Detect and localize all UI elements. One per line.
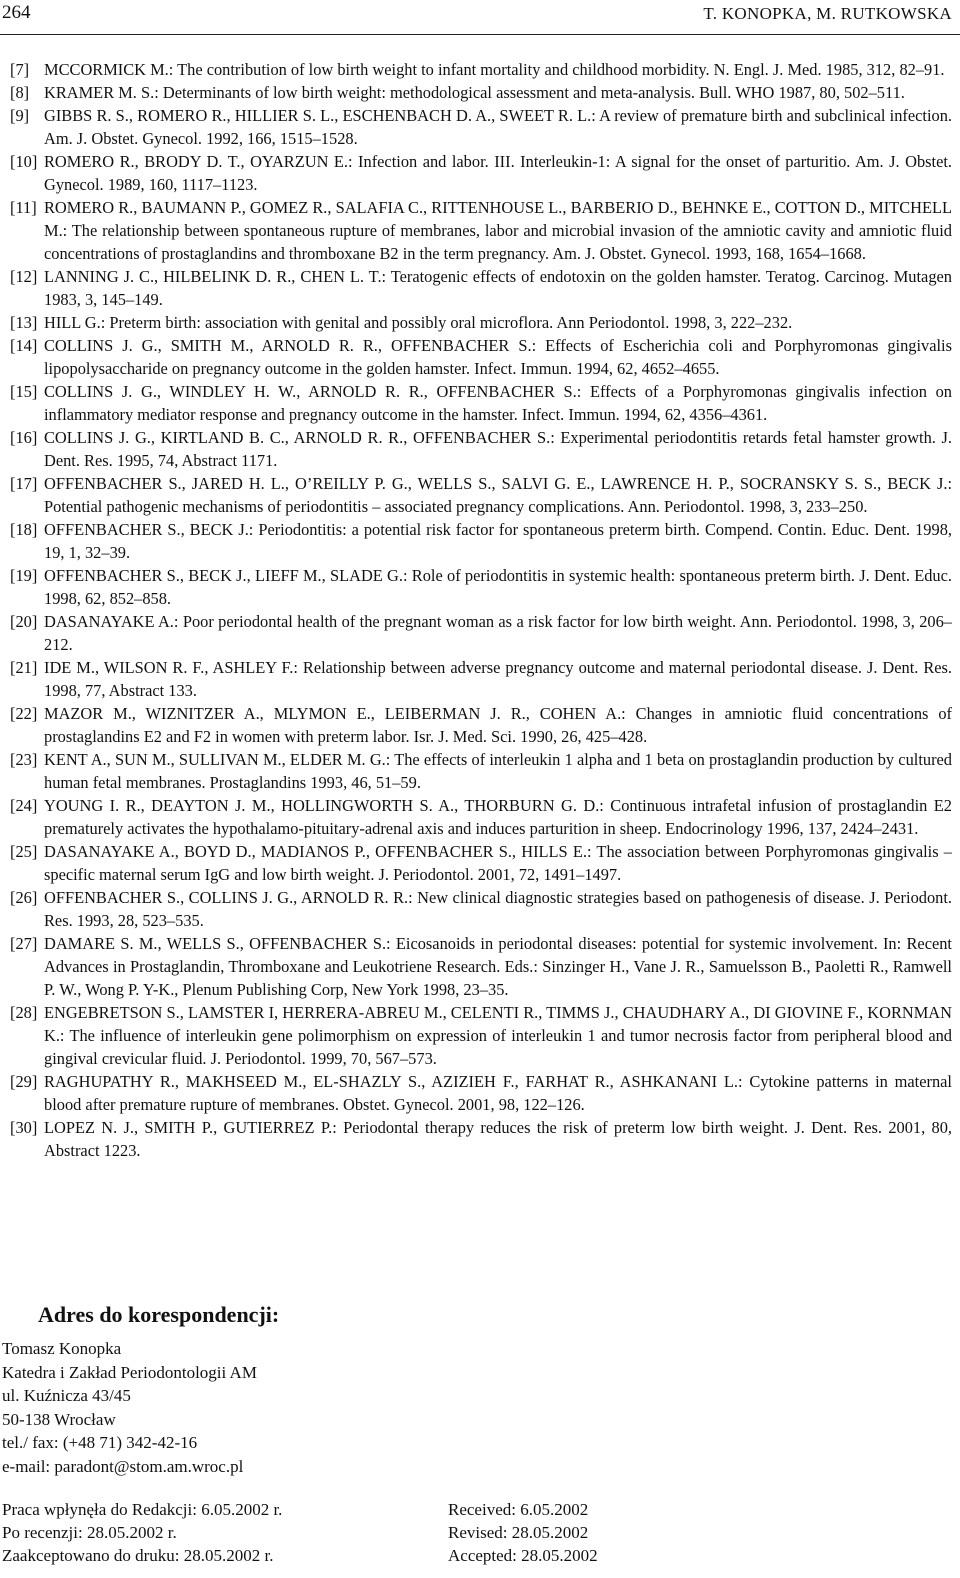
address-line: Tomasz Konopka <box>2 1339 122 1358</box>
reference-text: YOUNG I. R., DEAYTON J. M., HOLLINGWORTH S. A., THORBURN G. D.: Continuous intrafetal infusion of prostaglandin E2 prematurely activates the hypothalamo-pituitary-adrenal axis and induces parturition in sheep. Endocrinology 1996, 137, 2424–2431. <box>44 796 952 838</box>
reference-number: [27] <box>10 934 38 953</box>
date-english: Accepted: 28.05.2002 <box>448 1546 598 1565</box>
reference-text: GIBBS R. S., ROMERO R., HILLIER S. L., ESCHENBACH D. A., SWEET R. L.: A review of premature birth and subclinical infection. Am. J. Obstet. Gynecol. 1992, 166, 1515–1528. <box>44 106 952 148</box>
reference-entry <box>10 564 952 610</box>
reference-number: [21] <box>10 658 38 677</box>
address-line: ul. Kuźnicza 43/45 <box>2 1386 131 1405</box>
reference-entry <box>10 265 952 311</box>
reference-text: KRAMER M. S.: Determinants of low birth weight: methodological assessment and meta-analysis. Bull. WHO 1987, 80, 502–511. <box>44 83 905 102</box>
reference-number: [26] <box>10 888 38 907</box>
running-head-authors: T. KONOPKA, M. RUTKOWSKA <box>703 4 952 23</box>
reference-number: [22] <box>10 704 38 723</box>
reference-text: COLLINS J. G., KIRTLAND B. C., ARNOLD R. R., OFFENBACHER S.: Experimental periodontitis retards fetal hamster growth. J. Dent. Res. 1995, 74, Abstract 1171. <box>44 428 952 470</box>
reference-text: COLLINS J. G., SMITH M., ARNOLD R. R., OFFENBACHER S.: Effects of Escherichia coli and Porphyromonas gingivalis lipopolysaccharide on pregnancy outcome in the golden hamster. Infect. Immun. 1994, 62, 4652–4655. <box>44 336 952 378</box>
reference-text: RAGHUPATHY R., MAKHSEED M., EL-SHAZLY S., AZIZIEH F., FARHAT R., ASHKANANI L.: Cytokine patterns in maternal blood after premature rupture of membranes. Obstet. Gynecol. 2001, 98, 122–126. <box>44 1072 952 1114</box>
reference-entry <box>10 610 952 656</box>
reference-text: MAZOR M., WIZNITZER A., MLYMON E., LEIBERMAN J. R., COHEN A.: Changes in amniotic fluid concentrations of prostaglandins E2 and F2 in women with preterm labor. Isr. J. Med. Sci. 1990, 26, 425–428. <box>44 704 952 746</box>
reference-text: OFFENBACHER S., BECK J.: Periodontitis: a potential risk factor for spontaneous preterm birth. Compend. Contin. Educ. Dent. 1998, 19, 1, 32–39. <box>44 520 952 562</box>
reference-entry <box>10 334 952 380</box>
reference-number: [17] <box>10 474 38 493</box>
reference-number: [9] <box>10 106 30 125</box>
correspondence-address <box>2 1337 257 1478</box>
reference-number: [30] <box>10 1118 38 1137</box>
reference-entry <box>10 518 952 564</box>
reference-entry <box>10 886 952 932</box>
date-row <box>2 1498 942 1521</box>
reference-entry <box>10 311 952 334</box>
reference-text: OFFENBACHER S., BECK J., LIEFF M., SLADE G.: Role of periodontitis in systemic health: spontaneous preterm birth. J. Dent. Educ. 1998, 62, 852–858. <box>44 566 952 608</box>
date-polish: Po recenzji: 28.05.2002 r. <box>2 1523 177 1542</box>
date-english: Revised: 28.05.2002 <box>448 1523 589 1542</box>
reference-entry <box>10 426 952 472</box>
reference-text: IDE M., WILSON R. F., ASHLEY F.: Relationship between adverse pregnancy outcome and maternal periodontal disease. J. Dent. Res. 1998, 77, Abstract 133. <box>44 658 952 700</box>
reference-entry <box>10 748 952 794</box>
reference-number: [14] <box>10 336 38 355</box>
running-header <box>0 0 960 35</box>
reference-entry <box>10 656 952 702</box>
reference-number: [29] <box>10 1072 38 1091</box>
reference-text: HILL G.: Preterm birth: association with genital and possibly oral microflora. Ann Periodontol. 1998, 3, 222–232. <box>44 313 793 332</box>
reference-text: MCCORMICK M.: The contribution of low birth weight to infant mortality and childhood morbidity. N. Engl. J. Med. 1985, 312, 82–91. <box>44 60 945 79</box>
address-line[interactable]: e-mail: paradont@stom.am.wroc.pl <box>2 1456 244 1476</box>
reference-number: [24] <box>10 796 38 815</box>
reference-entry <box>10 58 952 81</box>
address-line: tel./ fax: (+48 71) 342-42-16 <box>2 1433 198 1452</box>
reference-text: ENGEBRETSON S., LAMSTER I, HERRERA-ABREU M., CELENTI R., TIMMS J., CHAUDHARY A., DI GIOVINE F., KORNMAN K.: The influence of interleukin gene polimorphism on expression of interleukin 1 and tumor necrosis factor from peripheral blood and gingival crevicular fluid. J. Periodontol. 1999, 70, 567–573. <box>44 1003 952 1068</box>
reference-number: [25] <box>10 842 38 861</box>
reference-entry <box>10 380 952 426</box>
address-line: Katedra i Zakład Periodontologii AM <box>2 1362 257 1382</box>
reference-entry <box>10 104 952 150</box>
date-english: Received: 6.05.2002 <box>448 1500 589 1519</box>
reference-number: [13] <box>10 313 38 332</box>
reference-text: DAMARE S. M., WELLS S., OFFENBACHER S.: Eicosanoids in periodontal diseases: potential for systemic involvement. In: Recent Advances in Prostaglandin, Thromboxane and Leukotriene Research. Eds.: Sinzinger H., Vane J. R., Samuelsson B., Paoletti R., Ramwell P. W., Wong P. Y-K., Plenum Publishing Corp, New York 1998, 23–35. <box>44 934 952 999</box>
reference-number: [11] <box>10 198 37 217</box>
correspondence-title: Adres do korespondencji: <box>38 1302 280 1327</box>
reference-number: [20] <box>10 612 38 631</box>
address-line: 50-138 Wrocław <box>2 1409 116 1429</box>
submission-dates <box>2 1498 942 1567</box>
reference-entry <box>10 932 952 1001</box>
reference-entry <box>10 702 952 748</box>
date-polish: Praca wpłynęła do Redakcji: 6.05.2002 r. <box>2 1500 283 1519</box>
reference-number: [18] <box>10 520 38 539</box>
reference-text: KENT A., SUN M., SULLIVAN M., ELDER M. G.: The effects of interleukin 1 alpha and 1 beta on prostaglandin production by cultured human fetal membranes. Prostaglandins 1993, 46, 51–59. <box>44 750 952 792</box>
reference-entry <box>10 794 952 840</box>
reference-text: COLLINS J. G., WINDLEY H. W., ARNOLD R. R., OFFENBACHER S.: Effects of a Porphyromonas gingivalis infection on inflammatory mediator response and pregnancy outcome in the hamster. Infect. Immun. 1994, 62, 4356–4361. <box>44 382 952 424</box>
reference-entry <box>10 1070 952 1116</box>
reference-number: [7] <box>10 60 30 79</box>
date-row <box>2 1521 942 1544</box>
date-polish: Zaakceptowano do druku: 28.05.2002 r. <box>2 1546 274 1565</box>
reference-number: [8] <box>10 83 30 102</box>
reference-number: [15] <box>10 382 38 401</box>
reference-text: ROMERO R., BRODY D. T., OYARZUN E.: Infection and labor. III. Interleukin-1: A signal for the onset of parturitio. Am. J. Obstet. Gynecol. 1989, 160, 1117–1123. <box>44 152 952 194</box>
reference-entry <box>10 840 952 886</box>
reference-text: OFFENBACHER S., JARED H. L., O’REILLY P. G., WELLS S., SALVI G. E., LAWRENCE H. P., SOCRANSKY S. S., BECK J.: Potential pathogenic mechanisms of periodontitis – associated pregnancy complications. Ann. Periodontol. 1998, 3, 233–250. <box>44 474 952 516</box>
reference-text: OFFENBACHER S., COLLINS J. G., ARNOLD R. R.: New clinical diagnostic strategies based on pathogenesis of disease. J. Periodont. Res. 1993, 28, 523–535. <box>44 888 952 930</box>
reference-text: DASANAYAKE A.: Poor periodontal health of the pregnant woman as a risk factor for low birth weight. Ann. Periodontol. 1998, 3, 206–212. <box>44 612 952 654</box>
reference-number: [10] <box>10 152 38 171</box>
reference-number: [28] <box>10 1003 38 1022</box>
reference-number: [16] <box>10 428 38 447</box>
reference-entry <box>10 1116 952 1162</box>
reference-text: LOPEZ N. J., SMITH P., GUTIERREZ P.: Periodontal therapy reduces the risk of preterm low birth weight. J. Dent. Res. 2001, 80, Abstract 1223. <box>44 1118 952 1160</box>
reference-entry <box>10 81 952 104</box>
date-row <box>2 1544 942 1567</box>
reference-text: ROMERO R., BAUMANN P., GOMEZ R., SALAFIA C., RITTENHOUSE L., BARBERIO D., BEHNKE E., COTTON D., MITCHELL M.: The relationship between spontaneous rupture of membranes, labor and microbial invasion of the amniotic cavity and amniotic fluid concentrations of prostaglandins and thromboxane B2 in the term pregnancy. Am. J. Obstet. Gynecol. 1993, 168, 1654–1668. <box>44 198 952 263</box>
reference-entry <box>10 196 952 265</box>
reference-text: LANNING J. C., HILBELINK D. R., CHEN L. T.: Teratogenic effects of endotoxin on the golden hamster. Teratog. Carcinog. Mutagen 1983, 3, 145–149. <box>44 267 952 309</box>
page-number: 264 <box>2 2 31 23</box>
reference-list <box>10 58 952 1162</box>
reference-text: DASANAYAKE A., BOYD D., MADIANOS P., OFFENBACHER S., HILLS E.: The association between Porphyromonas gingivalis – specific maternal serum IgG and low birth weight. J. Periodontol. 2001, 72, 1491–1497. <box>44 842 952 884</box>
reference-entry <box>10 1001 952 1070</box>
reference-number: [23] <box>10 750 38 769</box>
reference-entry <box>10 472 952 518</box>
reference-number: [19] <box>10 566 38 585</box>
reference-entry <box>10 150 952 196</box>
reference-number: [12] <box>10 267 38 286</box>
